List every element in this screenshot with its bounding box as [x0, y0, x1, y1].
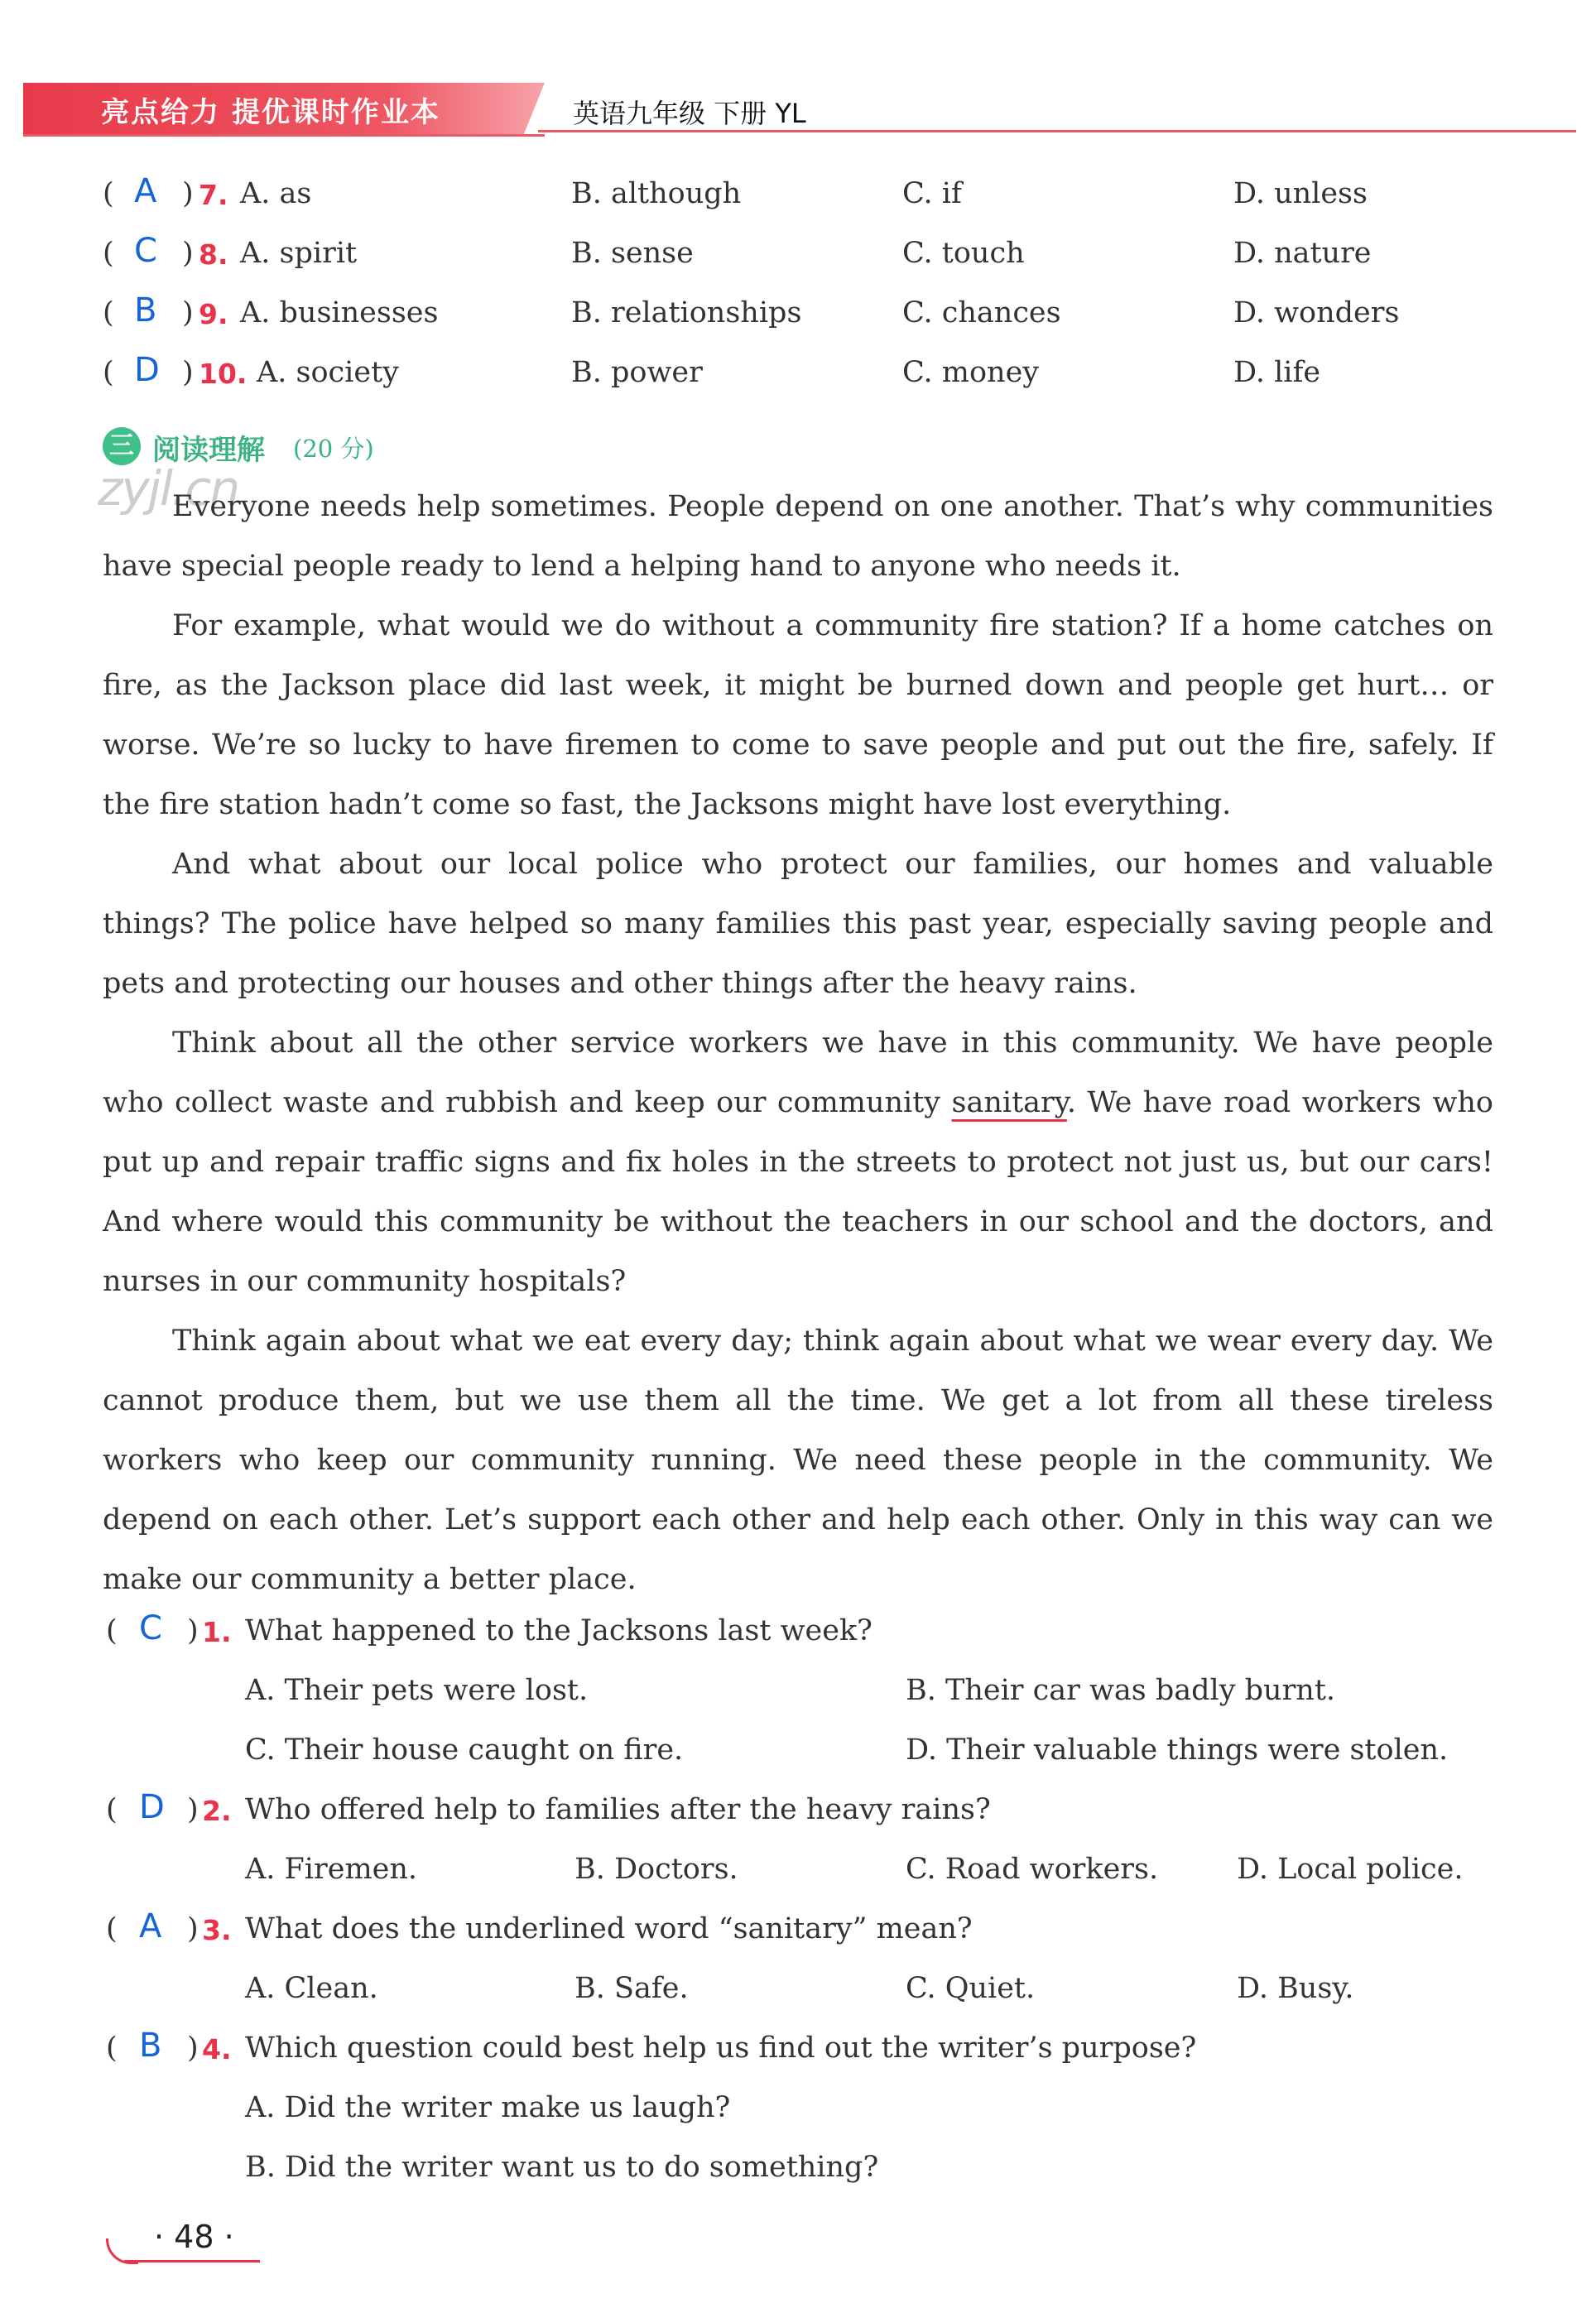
question-number: 3.: [202, 1914, 232, 1946]
question-3: ( A ) 3. What does the underlined word “sanitary” mean?: [106, 1907, 973, 1946]
passage-paragraph-4: Think about all the other service workers we have in this community. We have people who collect waste and rubbish and keep our community sanitary. We have road workers who put up and repair traffic signs and fix holes in the streets to protect not just us, but our cars! And where would this community be without the teachers in our school and the doctors, and nurses in our community hospitals?: [103, 1027, 1493, 1298]
question-text: Which question could best help us find out the writer’s purpose?: [245, 2032, 1197, 2065]
underlined-word: sanitary: [951, 1086, 1067, 1119]
option-d: D. nature: [1233, 237, 1372, 270]
answer-mark: B: [134, 291, 157, 329]
option-d: D. wonders: [1233, 296, 1400, 329]
q1-option-c: C. Their house caught on fire.: [245, 1734, 684, 1767]
option-c: C. chances: [902, 296, 1061, 329]
option-b: B. power: [571, 356, 703, 389]
q3-option-b: B. Safe.: [574, 1972, 689, 2005]
option-a: A. spirit: [240, 237, 358, 270]
answer-mark: B: [139, 2027, 162, 2065]
header-rule: [538, 130, 1576, 132]
header-brand: 亮点给力 提优课时作业本: [101, 96, 440, 129]
answer-mark: A: [134, 172, 157, 210]
answer-mark: D: [139, 1788, 165, 1826]
question-1: ( C ) 1. What happened to the Jacksons last week?: [106, 1609, 873, 1648]
q3-option-c: C. Quiet.: [906, 1972, 1036, 2005]
passage-paragraph-2: For example, what would we do without a community fire station? If a home catches on fire, as the Jackson place did last week, it might be burned down and people get hurt… or worse. We’re so lucky to have firemen to come to save people and put out the fire, safely. If the fire station hadn’t come so fast, the Jacksons might have lost everything.: [103, 609, 1493, 821]
header-rule-left: [23, 134, 545, 137]
question-text: Who offered help to families after the heavy rains?: [245, 1793, 991, 1826]
answer-mark: A: [139, 1907, 162, 1945]
question-number: 2.: [202, 1795, 232, 1827]
question-number: 9.: [199, 298, 228, 330]
q3-option-d: D. Busy.: [1237, 1972, 1354, 2005]
passage-paragraph-5: Think again about what we eat every day; think again about what we wear every day. We cannot produce them, but we use them all the time. We get a lot from all these tireless workers who keep our community running. We need these people in the community. We depend on each other. Let’s support each other and help each other. Only in this way can we make our community a better place.: [103, 1325, 1493, 1596]
q3-option-a: A. Clean.: [245, 1972, 378, 2005]
page-number: · 48 ·: [154, 2219, 234, 2255]
option-c: C. money: [902, 356, 1040, 389]
q2-option-d: D. Local police.: [1237, 1853, 1464, 1886]
question-text: What does the underlined word “sanitary” mean?: [245, 1912, 973, 1945]
question-number: 10.: [199, 358, 248, 390]
watermark-logo: zyjl.cn: [98, 460, 239, 517]
passage-paragraph-1: Everyone needs help sometimes. People depend on one another. That’s why communities have special people ready to lend a helping hand to anyone who needs it.: [103, 490, 1493, 583]
question-number: 1.: [202, 1616, 232, 1648]
answer-mark: D: [134, 351, 160, 389]
section-score: (20 分): [293, 435, 374, 463]
q4-option-a: A. Did the writer make us laugh?: [245, 2091, 731, 2124]
answer-mark: C: [134, 232, 157, 270]
section-number-icon: 三: [103, 427, 141, 465]
option-a: A. businesses: [240, 296, 439, 329]
question-number: 4.: [202, 2033, 232, 2065]
option-a: A. as: [240, 177, 312, 210]
question-4: ( B ) 4. Which question could best help us find out the writer’s purpose?: [106, 2027, 1197, 2065]
q2-option-b: B. Doctors.: [574, 1853, 738, 1886]
q2-option-a: A. Firemen.: [245, 1853, 418, 1886]
question-text: What happened to the Jacksons last week?: [245, 1614, 873, 1647]
footer-rule: [124, 2260, 260, 2263]
question-number: 7.: [199, 179, 228, 211]
worksheet-page: 亮点给力 提优课时作业本 英语九年级 下册 YL ( A ) 7. A. as B. although C. if D. unless ( C ) 8. A. spirit B. sense C. touch D. nature ( B ) 9. A. businesses B. relationships C. chances D. wonders ( D ) 10. A. society B. power C. money D. life 三 阅读理解 (20 分) zyjl.cn Everyone needs help sometimes. People depend on one another. That’s why communities have special people ready to lend a helping hand to anyone who needs it. For example, what would we do without a community fire station? If a home catches on fire, as the Jackson place did last week, it might be burned down and people get hurt… or worse. We’re so lucky to have firemen to come to save people and put out the fire, safely. If the fire station hadn’t come so fast, the Jacksons might have lost everything. And what about our local police who protect our families, our homes and valuable things? The police have helped so many families this past year, especially saving people and pets and protecting our houses and other things after the heavy rains. Think about all the other service workers we have in this community. We have people who collect waste and rubbish and keep our community sanitary. We have road workers who put up and repair traffic signs and fix holes in the streets to protect not just us, but our cars! And where would this community be without the teachers in our school and the doctors, and nurses in our community hospitals? Think again about what we eat every day; think again about what we wear every day. We cannot produce them, but we use them all the time. We get a lot from all these tireless workers who keep our community running. We need these people in the community. We depend on each other. Let’s support each other and help each other. Only in this way can we make our community a better place. ( C ) 1. What happened to the Jacksons last week? A. Their pets were lost. B. Their car was badly burnt. C. Their house caught on fire. D. Their valuable things were stolen. ( D ) 2. Who offered help to families after the heavy rains? A. Firemen. B. Doctors. C. Road workers. D. Local police. ( A ) 3. What does the underlined word “sanitary” mean? A. Clean. B. Safe. C. Quiet. D. Busy. ( B ) 4. Which question could best help us find out the writer’s purpose? A. Did the writer make us laugh? B. Did the writer want us to do something? · 48 ·: [0, 0, 1596, 2313]
q4-option-b: B. Did the writer want us to do something?: [245, 2151, 879, 2184]
option-b: B. relationships: [571, 296, 802, 329]
q1-option-b: B. Their car was badly burnt.: [906, 1674, 1336, 1707]
q1-option-d: D. Their valuable things were stolen.: [906, 1734, 1449, 1767]
question-2: ( D ) 2. Who offered help to families after the heavy rains?: [106, 1788, 991, 1827]
option-d: D. unless: [1233, 177, 1368, 210]
answer-mark: C: [139, 1609, 162, 1647]
q2-option-c: C. Road workers.: [906, 1853, 1159, 1886]
header-book-title: 英语九年级 下册 YL: [573, 98, 806, 129]
passage-paragraph-3: And what about our local police who protect our families, our homes and valuable things? The police have helped so many families this past year, especially saving people and pets and protecting our houses and other things after the heavy rains.: [103, 848, 1493, 1000]
option-d: D. life: [1233, 356, 1321, 389]
reading-passage: [103, 477, 1493, 1609]
section-title: 阅读理解: [152, 434, 265, 467]
option-c: C. touch: [902, 237, 1025, 270]
option-b: B. sense: [571, 237, 694, 270]
option-a: A. society: [257, 356, 399, 389]
option-c: C. if: [902, 177, 962, 210]
question-number: 8.: [199, 238, 228, 271]
option-b: B. although: [571, 177, 742, 210]
q1-option-a: A. Their pets were lost.: [245, 1674, 589, 1707]
